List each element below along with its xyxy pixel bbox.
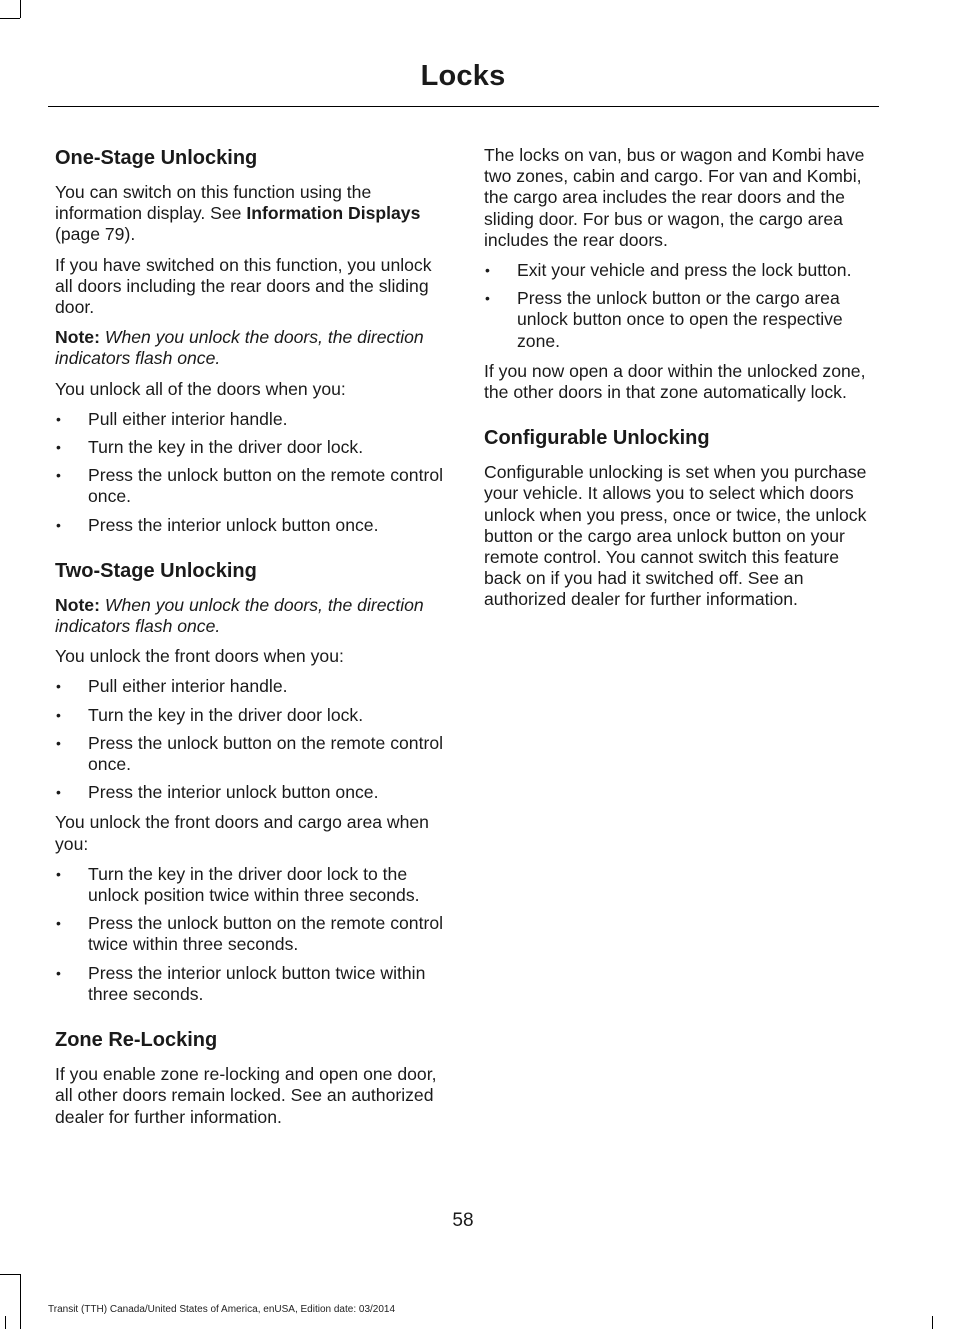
one-stage-section [55, 145, 447, 536]
one-stage-heading: One-Stage Unlocking [55, 147, 258, 169]
list-item [55, 676, 447, 697]
text-run: You can switch on this function using the information display. See [55, 182, 372, 224]
bullet-icon: • [56, 706, 61, 723]
right-column [484, 145, 876, 620]
list-item-text: Press the unlock button on the remote control once. [88, 465, 444, 507]
list-item-text: Turn the key in the driver door lock. [88, 437, 364, 458]
list-item-text: Press the interior unlock button once. [88, 514, 379, 535]
note-text: When you unlock the doors, the direction indicators flash once. [55, 594, 424, 637]
two-stage-intro-2: You unlock the front doors and cargo area when you: [55, 812, 429, 854]
two-stage-list-1 [55, 676, 447, 803]
list-item-text: Pull either interior handle. [88, 676, 288, 697]
one-stage-note [55, 327, 447, 369]
zone-relocking-section [55, 1027, 447, 1128]
list-item [484, 260, 876, 281]
bullet-icon: • [56, 439, 61, 456]
title-rule [48, 106, 879, 107]
one-stage-paragraph-2: If you have switched on this function, you unlock all doors including the rear doors and the sliding door. [55, 254, 432, 318]
configurable-paragraph: Configurable unlocking is set when you purchase your vehicle. It allows you to select which doors unlock when you press, once or twice, the unlock button or the cargo area unlock button on your remote control. You cannot switch this feature back on if you had it switched off. See an authorized dealer for further information. [484, 462, 867, 610]
list-item [55, 409, 447, 430]
left-column [55, 145, 447, 1137]
bullet-icon: • [485, 262, 490, 279]
two-stage-list-2 [55, 864, 447, 1005]
zones-paragraph: The locks on van, bus or wagon and Kombi have two zones, cabin and cargo. For van and Kombi, the cargo area includes the rear doors and the sliding door. For bus or wagon, the cargo area includes the rear doors. [484, 145, 865, 250]
text-run: (page 79). [55, 224, 136, 245]
bullet-icon: • [56, 516, 61, 533]
list-item [55, 864, 447, 906]
crop-mark-bottom-left-h [0, 1274, 20, 1275]
list-item [55, 782, 447, 803]
bullet-icon: • [485, 290, 490, 307]
bullet-icon: • [56, 865, 61, 882]
list-item-text: Exit your vehicle and press the lock button. [517, 260, 852, 281]
zones-list [484, 260, 876, 352]
crop-mark-bottom-left-tick [5, 1316, 6, 1329]
one-stage-intro: You unlock all of the doors when you: [55, 378, 346, 399]
list-item-text: Press the unlock button on the remote control twice within three seconds. [88, 913, 444, 955]
one-stage-paragraph-1 [55, 182, 447, 246]
list-item [55, 437, 447, 458]
zones-paragraph-2: If you now open a door within the unlocked zone, the other doors in that zone automatically lock. [484, 360, 866, 403]
list-item [484, 288, 876, 352]
zone-relocking-paragraph: If you enable zone re-locking and open one door, all other doors remain locked. See an authorized dealer for further information. [55, 1064, 437, 1127]
page-number: 58 [452, 1210, 474, 1231]
information-displays-link[interactable]: Information Displays [246, 203, 421, 224]
list-item [55, 733, 447, 775]
note-label: Note: [55, 327, 100, 348]
list-item-text: Press the interior unlock button once. [88, 782, 379, 803]
crop-mark-top-left-h [0, 18, 20, 19]
bullet-icon: • [56, 784, 61, 801]
two-stage-note [55, 595, 447, 637]
page-title: Locks [420, 60, 506, 92]
crop-mark-bottom-left-v [20, 1274, 21, 1329]
bullet-icon: • [56, 734, 61, 751]
edition-footer: Transit (TTH) Canada/United States of America, enUSA, Edition date: 03/2014 [48, 1304, 396, 1315]
list-item [55, 963, 447, 1005]
list-item [55, 465, 447, 507]
list-item-text: Turn the key in the driver door lock to the unlock position twice within three seconds. [88, 863, 420, 906]
bullet-icon: • [56, 410, 61, 427]
list-item-text: Pull either interior handle. [88, 408, 288, 429]
list-item [55, 705, 447, 726]
two-stage-intro-1: You unlock the front doors when you: [55, 646, 344, 667]
list-item-text: Press the interior unlock button twice within three seconds. [88, 962, 426, 1004]
list-item [55, 913, 447, 955]
bullet-icon: • [56, 678, 61, 695]
list-item-text: Press the unlock button on the remote control once. [88, 732, 444, 775]
crop-mark-top-left-v [20, 0, 21, 18]
configurable-section [484, 425, 876, 610]
bullet-icon: • [56, 964, 61, 981]
bullet-icon: • [56, 467, 61, 484]
note-label: Note: [55, 594, 100, 615]
bullet-icon: • [56, 915, 61, 932]
configurable-heading: Configurable Unlocking [484, 427, 710, 450]
two-stage-section [55, 558, 447, 1005]
one-stage-list [55, 409, 447, 536]
list-item-text: Press the unlock button or the cargo area unlock button once to open the respective zone. [517, 288, 843, 351]
list-item [55, 515, 447, 536]
zone-relocking-heading: Zone Re-Locking [55, 1029, 218, 1052]
crop-mark-bottom-right-tick [932, 1316, 933, 1329]
two-stage-heading: Two-Stage Unlocking [55, 559, 257, 582]
note-text: When you unlock the doors, the direction indicators flash once. [55, 327, 424, 369]
list-item-text: Turn the key in the driver door lock. [88, 704, 364, 725]
